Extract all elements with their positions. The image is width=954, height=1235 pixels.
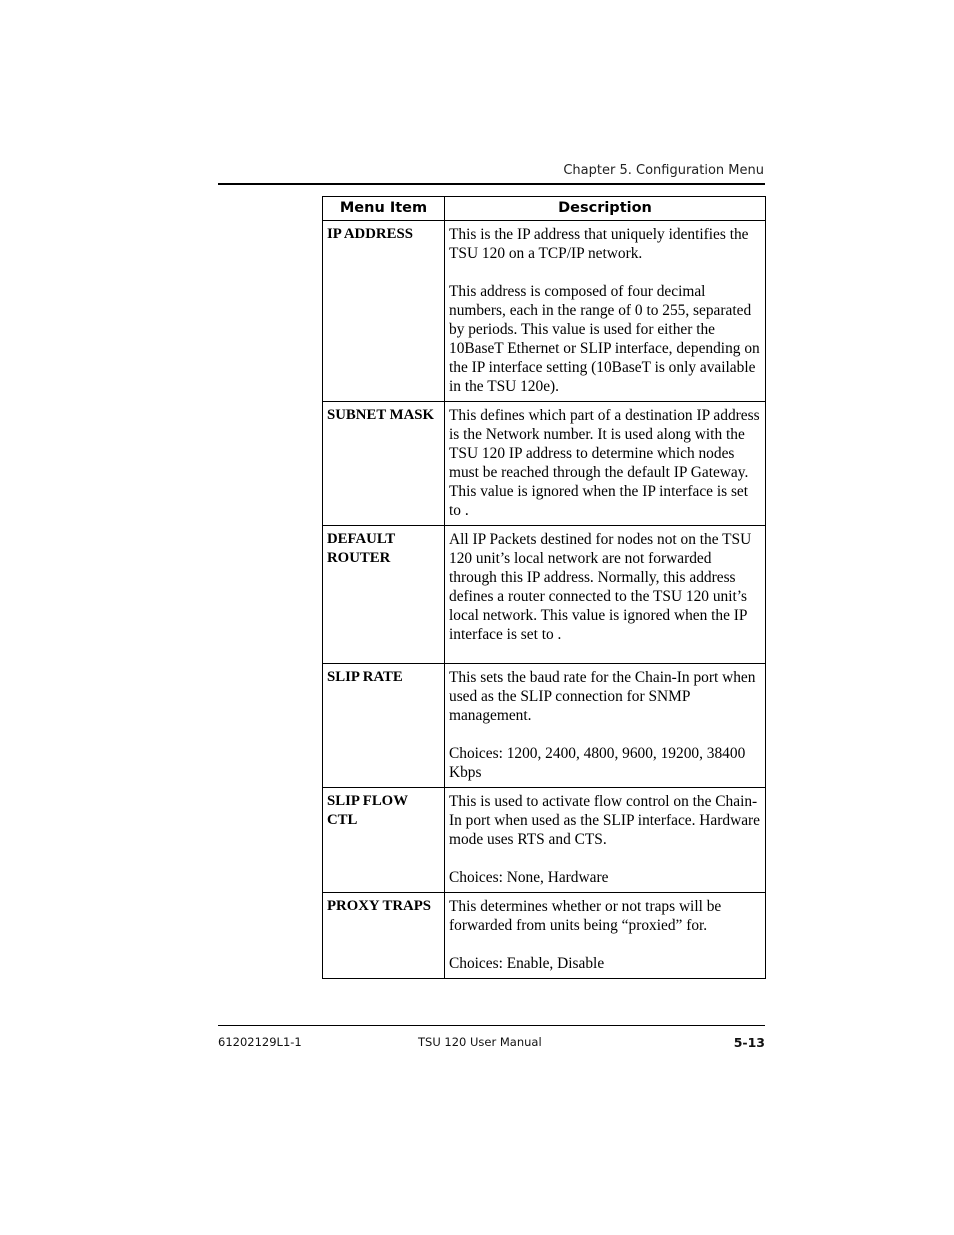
column-header-menu-item: Menu Item (323, 197, 445, 221)
menu-item-name: IP ADDRESS (323, 221, 445, 402)
column-header-description: Description (445, 197, 766, 221)
table-row (323, 664, 766, 788)
description-paragraph: Choices: Enable, Disable (449, 955, 605, 972)
description-paragraph: This is used to activate flow control on the Chain-In port when used as the SLIP interface. Hardware mode uses RTS and CTS. (449, 793, 760, 848)
document-number: 61202129L1-1 (218, 1035, 302, 1049)
table-header-row (323, 197, 766, 221)
description-paragraph: This defines which part of a destination IP address is the Network number. It is used along with the TSU 120 IP address to determine which nodes must be reached through the default IP Gateway. This value is ignored when the IP interface is set to . (449, 407, 760, 519)
menu-item-name: SLIP FLOW CTL (323, 788, 445, 893)
description-paragraph: All IP Packets destined for nodes not on the TSU 120 unit’s local network are not forwarded through this IP address. Normally, this address defines a router connected to the TSU 120 unit’s local network. This value is ignored when the IP interface is set to . (449, 531, 752, 643)
menu-item-name: PROXY TRAPS (323, 893, 445, 979)
menu-item-description (445, 788, 766, 893)
table-row (323, 526, 766, 664)
description-paragraph: Choices: 1200, 2400, 4800, 9600, 19200, 38400 Kbps (449, 745, 746, 781)
menu-item-name: SLIP RATE (323, 664, 445, 788)
description-paragraph: This is the IP address that uniquely identifies the TSU 120 on a TCP/IP network. (449, 226, 749, 262)
description-paragraph: This address is composed of four decimal numbers, each in the range of 0 to 255, separated by periods. This value is used for either the 10BaseT Ethernet or SLIP interface, depending on the IP interface setting (10BaseT is only available in the TSU 120e). (449, 283, 760, 395)
header-rule (218, 183, 765, 185)
table-row (323, 788, 766, 893)
description-paragraph: This sets the baud rate for the Chain-In port when used as the SLIP connection for SNMP management. (449, 669, 756, 724)
menu-item-description (445, 664, 766, 788)
description-paragraph: Choices: None, Hardware (449, 869, 609, 886)
table-row (323, 221, 766, 402)
table-row (323, 893, 766, 979)
page-number: 5-13 (733, 1035, 765, 1050)
running-head: Chapter 5. Configuration Menu (563, 163, 764, 178)
menu-item-name: DEFAULT ROUTER (323, 526, 445, 664)
menu-item-description (445, 893, 766, 979)
table-row (323, 402, 766, 526)
menu-items-table (322, 196, 766, 979)
footer-rule (218, 1025, 765, 1026)
menu-item-description (445, 402, 766, 526)
menu-item-description (445, 526, 766, 664)
menu-item-name: SUBNET MASK (323, 402, 445, 526)
menu-item-description (445, 221, 766, 402)
manual-title: TSU 120 User Manual (418, 1035, 542, 1049)
description-paragraph: This determines whether or not traps will be forwarded from units being “proxied” for. (449, 898, 722, 934)
